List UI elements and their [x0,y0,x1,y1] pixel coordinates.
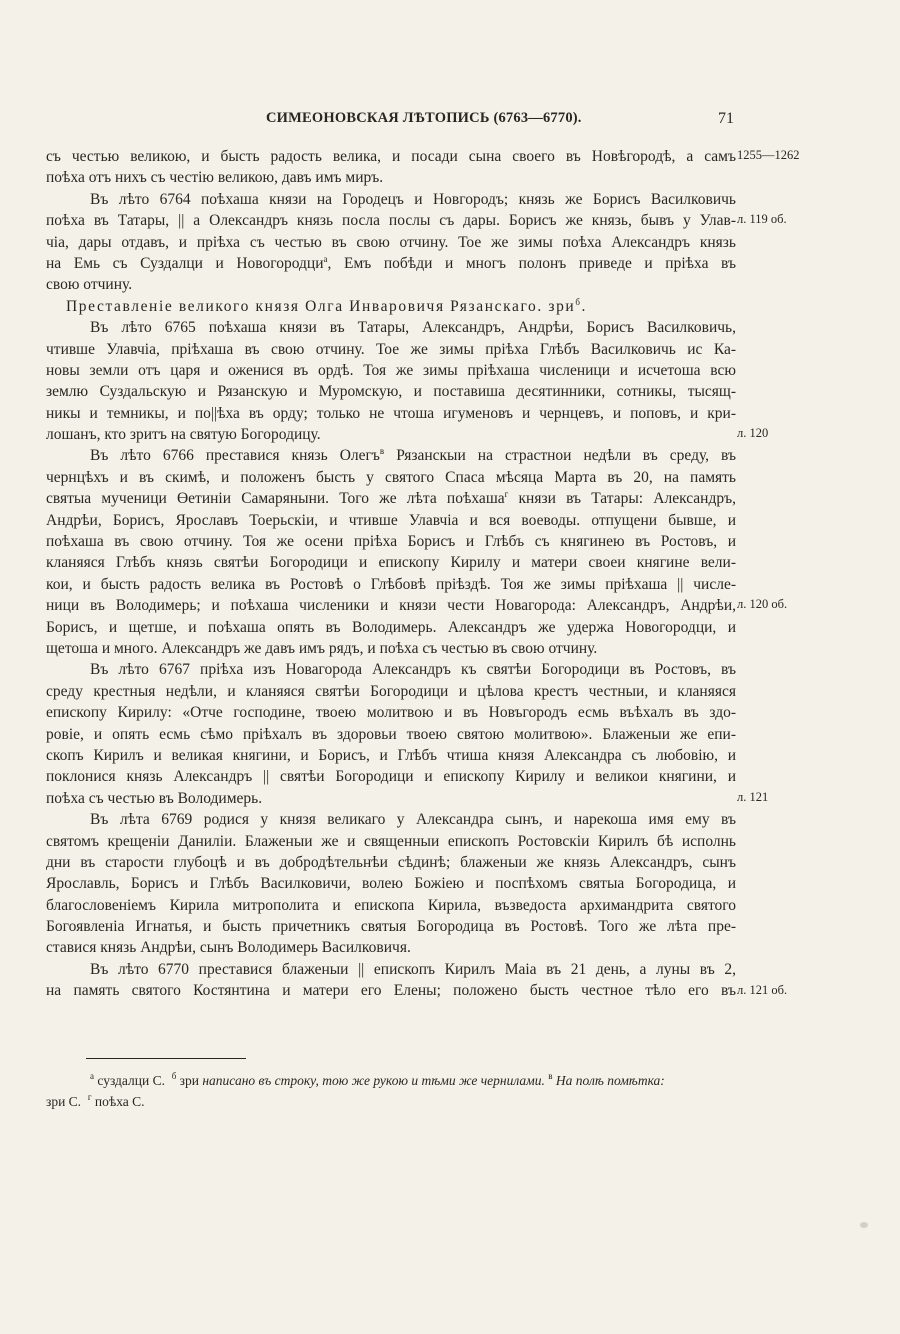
text-line: свою отчину. [46,276,133,294]
text-line: Въ лѣто 6770 преставися блаженыи || епископъ Кирилъ Маіа въ 21 день, а луны въ 2, [90,960,736,978]
text-line: Андрѣи, Борисъ, Ярославъ Тоерьскіи, и чтивше Улавчіа и вся воеводы. отпущени бывше, и [46,511,736,529]
footnote-mark: в [548,1071,553,1081]
text-line: среду крестныя недѣли, и кланяяся святѣи Богородици и цѣлова крестъ честныи, и кланяяся [46,682,736,700]
footnote-note: написано въ строку, тою же рукою и тѣми же чернилами. [202,1073,545,1088]
text-line: поѣха съ честью въ Володимерь. [46,789,263,807]
text-line: Борисъ, и щетше, и поѣхаша опять въ Володимерь. Александръ же удержа Новогородци, и [46,618,736,636]
text-line: святыа мученици Өетиніи Самаряныни. Того же лѣта поѣхаша$^г$ князи въ Татары: Александръ, [46,489,736,508]
section-title: Преставленіе великого князя Олга Инваровичя Рязанскаго. зри$^б$. [66,296,587,315]
text-line: Въ лѣто 6766 преставися князь Олегъ$^в$ Рязанскыи на страстнои недѣли въ среду, въ [90,446,736,465]
text-line: съ честью великою, и бысть радость велика, и посади сына своего въ Новѣгородѣ, а самъ [46,148,736,165]
text-line: ставися князь Андрѣи, сынъ Володимерь Василковичя. [46,939,411,957]
text-line: ровіе, и опять есмь сѣмо пріѣхалъ въ здоровьи твоею святою молитвою». Блаженыи же епи- [46,725,736,743]
footnote-rule [86,1058,246,1059]
text-line: Въ лѣто 6767 пріѣха изъ Новагорода Александръ къ святѣи Богородици въ Ростовъ, въ [90,661,736,679]
text-line: Богоявленіа Игнатья, и бысть причетникъ святыя Богородица въ Ростовѣ. Того же лѣта пре- [46,918,736,936]
text-line: чіа, дары отдавъ, и пріѣха съ честью въ свою отчину. Тое же зимы поѣха Александръ князь [46,233,736,251]
text-line: Въ лѣто 6765 поѣхаша князи въ Татары, Александръ, Андрѣи, Борисъ Василковичь, [90,319,736,337]
footnotes [46,1070,746,1112]
footnote-ref: г [504,489,509,500]
text-line: чтивше Улавчіа, пріѣхаша въ свою отчину. Тое же зимы пріѣха Глѣбъ Василковичь ис Ка- [46,340,736,358]
text-line: поѣхаша въ свою отчину. Тоя же осени пріѣха Борисъ и Глѣбъ съ княгинею въ Ростовъ, и [46,533,736,551]
text-line: кои, и бысть радость велика въ Ростовѣ о Глѣбовѣ пріѣздѣ. Тоя же зимы пріѣхаша || числе- [46,575,736,593]
running-header: СИМЕОНОВСКАЯ ЛѢТОПИСЬ (6763—6770). [266,110,582,126]
text-line: землю Суздальскую и Рязанскую и Муромскую, и поставиша десятинники, сотникы, тысящ- [46,383,736,401]
footnote-ref: в [379,446,385,457]
footnote-ref: а [323,253,328,264]
text-line: никы и темникы, и по||ѣха въ орду; только не чтоша игуменовъ и чернцевъ, и поповъ, и кри- [46,404,736,422]
text-line: поклонися князь Александръ || святѣи Богородици и епископу Кирилу и великои княгини, и [46,768,736,786]
footnote-mark: а [90,1071,94,1081]
text-line: Ярославль, Борисъ и Глѣбъ Василковичи, волею Божіею и поспѣхомъ святыа Богородица, и [46,875,736,893]
text-line: Въ лѣта 6769 родися у князя великаго у Александра сынъ, и нарекоша имя ему въ [90,811,736,829]
footnote-line [46,1070,746,1091]
text-line: епископу Кирилу: «Отче господине, твоею молитвою и въ Новъгородъ есмь въѣхалъ въ здо- [46,704,736,722]
text-line: скопъ Кирилъ и великая княгини, и Борисъ, и Глѣбъ чтиша князя Александра съ любовію, и [46,746,736,764]
footnote-line [46,1091,746,1112]
footnote-mark: б [171,1071,177,1081]
text-line: поѣха въ Татары, || а Олександръ князь посла послы съ дары. Борисъ же князь, бывъ у Улав- [46,212,736,230]
paper-blemish [860,1222,868,1228]
text-line: благословеніемъ Кирила митрополита и епископа Кирила, възведоста архимандрита святого [46,896,736,914]
footnote-note: На полѣ помѣтка: [555,1073,665,1088]
margin-folio-note: л. 119 об. [737,212,787,227]
text-line: щетоша и много. Александръ же давъ имъ рядъ, и поѣха съ честью въ свою отчину. [46,639,598,657]
margin-folio-note: 1255—1262 [737,148,800,162]
chronicle-text [46,146,736,1002]
footnote-mark: г [87,1092,92,1102]
footnote-text: поѣха С. [94,1094,145,1109]
text-line: кланяяся Глѣбъ князь святѣи Богородици и епископу Кирилу и матери своеи княгине вели- [46,554,736,572]
footnote-text: суздалци С. [97,1073,165,1088]
footnote-text: зри С. [46,1094,82,1109]
text-line: лошанъ, кто зритъ на святую Богородицу. [46,426,321,444]
text-line: ници въ Володимерь; и поѣхаша численики и князи чести Новагорода: Александръ, Андрѣи, [46,597,736,615]
footnote-ref: б [575,296,582,307]
text-line: святомъ крещеніи Даниліи. Блаженыи же и священныи епископъ Ростовскіи Кирилъ бѣ исполнь [46,832,736,850]
page-number: 71 [718,110,734,127]
text-line: новы земли отъ царя и оженися въ ордѣ. Тоя же зимы пріѣхаша численици и исчетоша всю [46,361,736,379]
margin-folio-note: л. 120 [737,426,769,441]
text-line: чернцѣхъ и въ скимѣ, и положенъ бысть у святого Спаса мѣсяца Марта въ 20, на память [46,468,736,486]
margin-folio-note: л. 121 [737,790,769,804]
margin-folio-note: л. 121 об. [737,982,788,997]
footnote-text: зри [179,1073,199,1088]
margin-folio-note: л. 120 об. [737,597,788,612]
text-line: Въ лѣто 6764 поѣхаша князи на Городецъ и Новгородъ; князь же Борисъ Василковичь [90,190,736,208]
text-line: на память святого Костянтина и матери его Елены; положено бысть честное тѣло его въ [46,982,736,1000]
text-line: дни въ старости глубоцѣ и въ добродѣтельнѣи сѣдинѣ; блаженыи же князь Александръ, сынъ [46,853,736,871]
text-line: на Емь съ Суздалци и Новогородци$^а$, Емъ побѣди и многъ полонъ приведе и пріѣха въ [46,253,737,272]
text-line: поѣха отъ нихъ съ честію великою, давъ имъ миръ. [46,169,384,187]
